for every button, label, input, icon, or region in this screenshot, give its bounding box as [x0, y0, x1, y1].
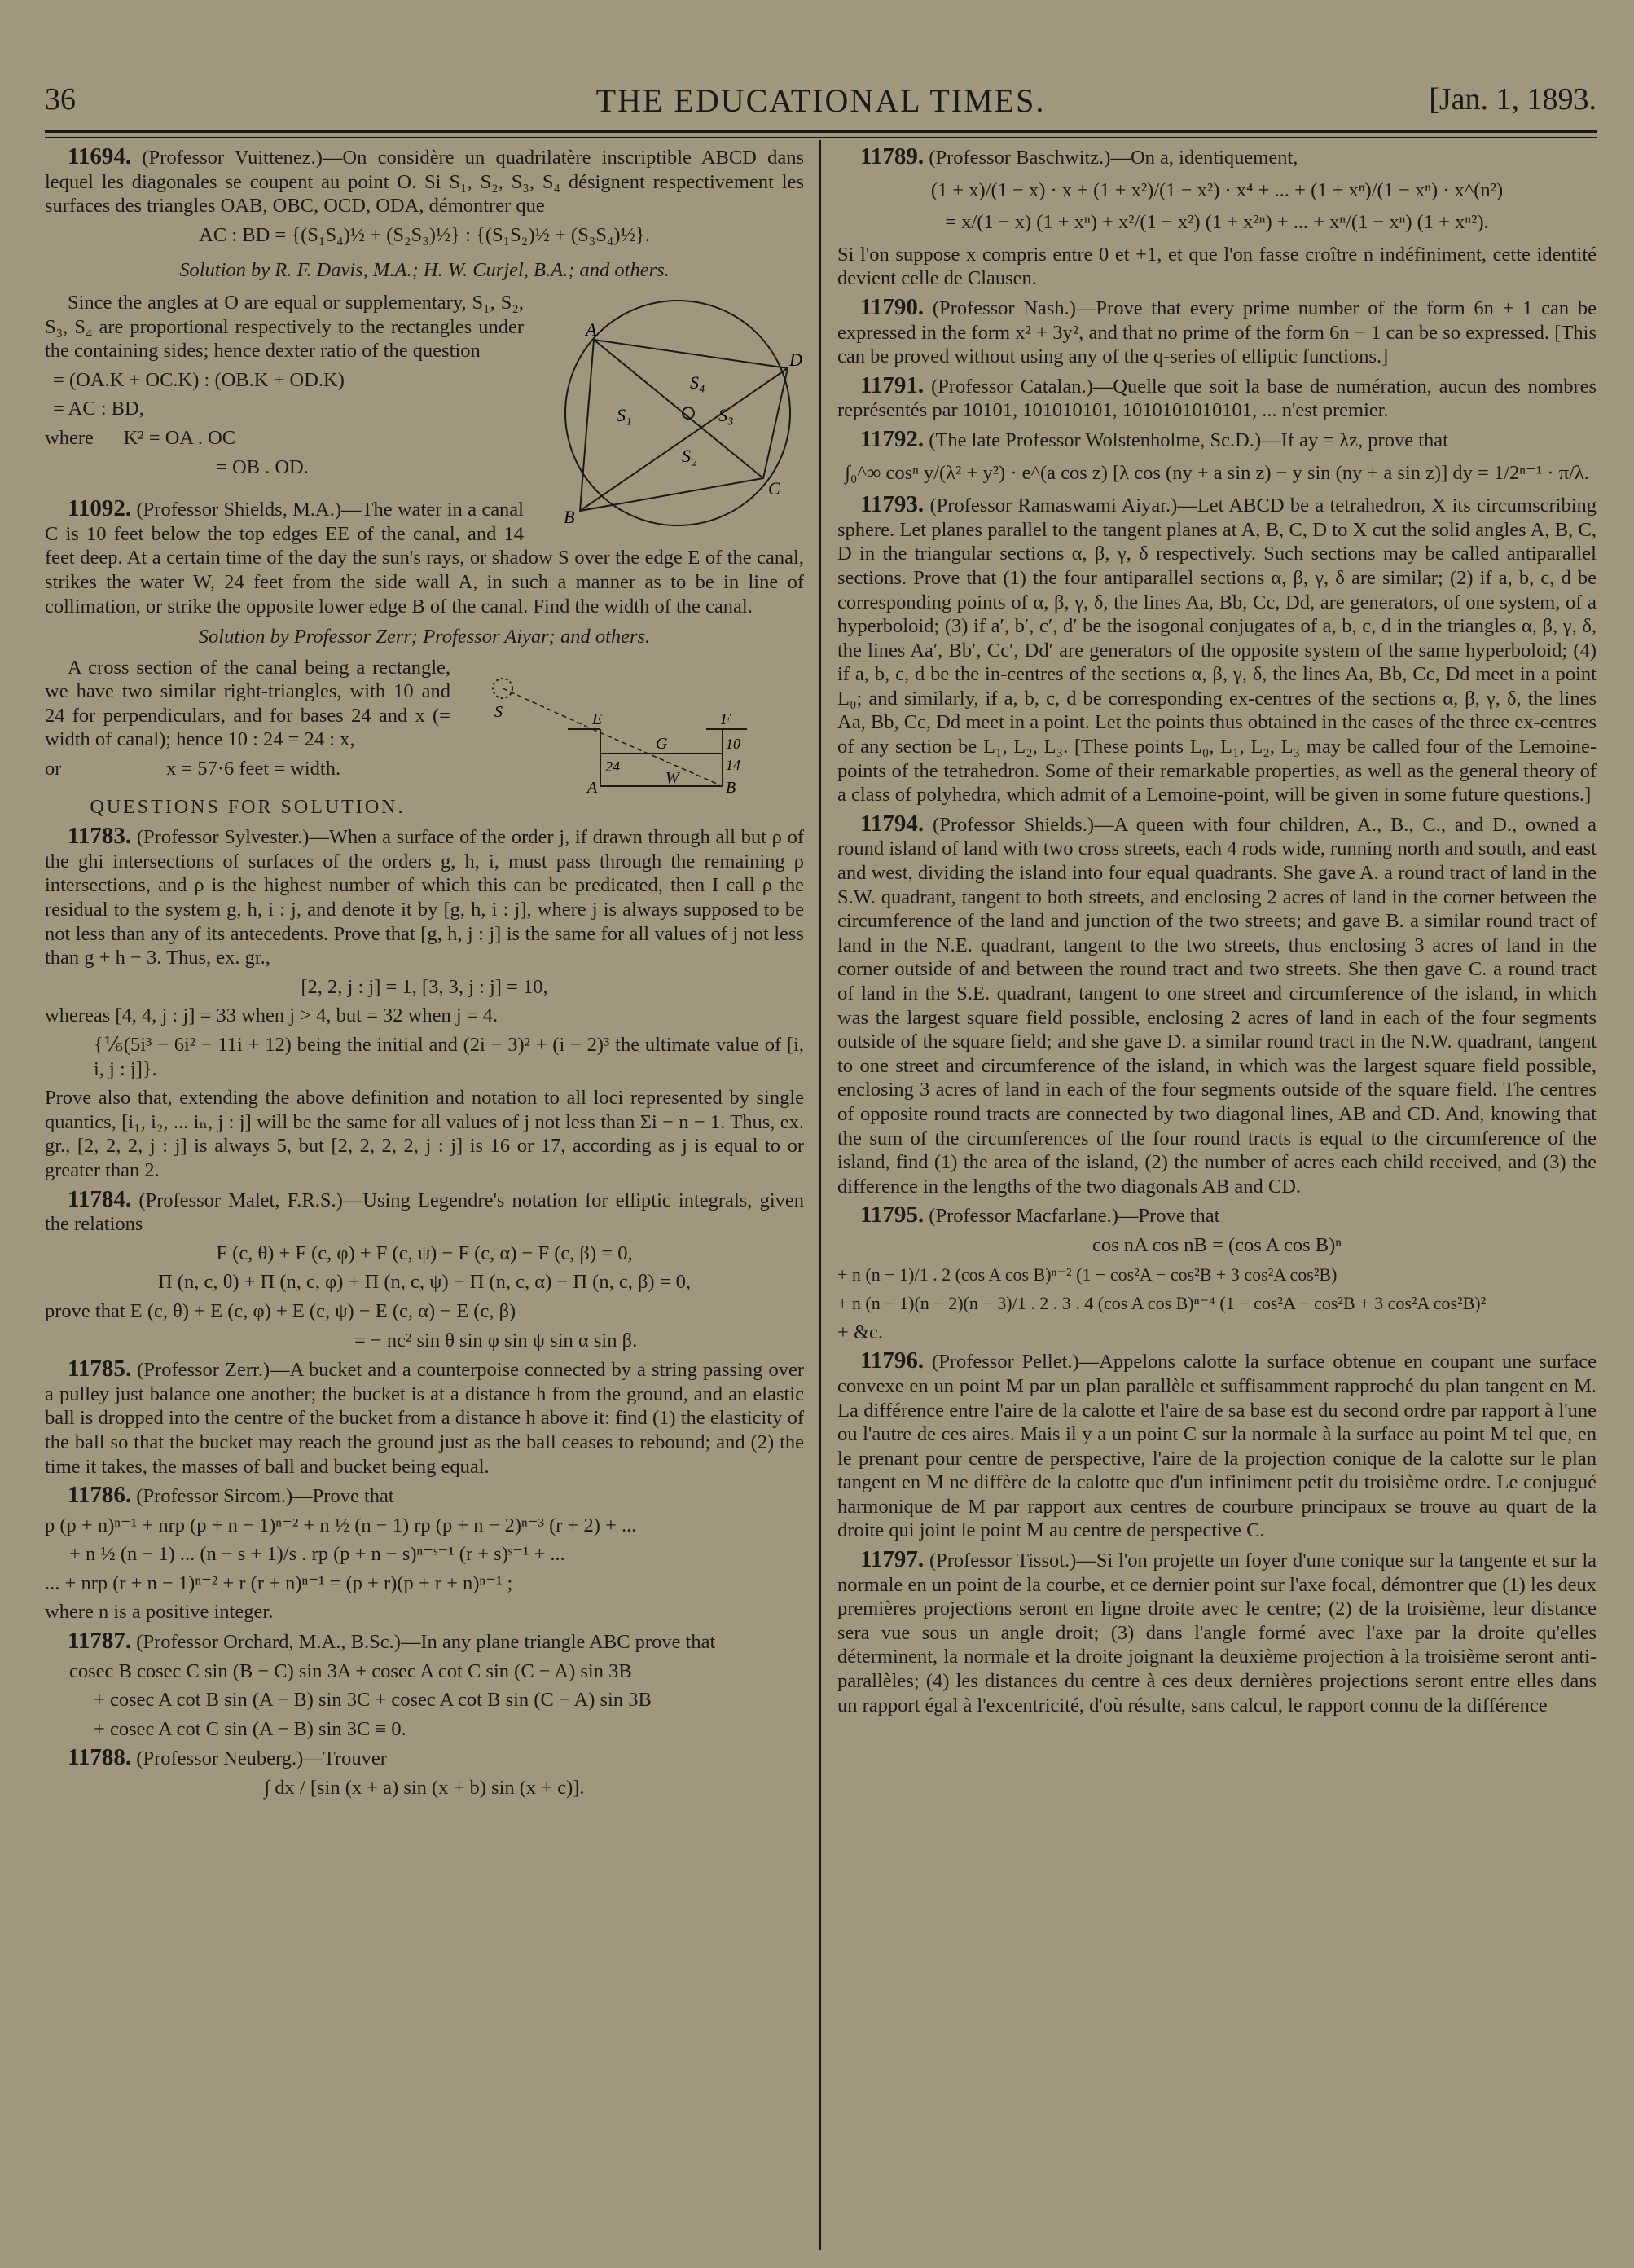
- label-24: 24: [605, 758, 620, 775]
- formula: p (p + n)ⁿ⁻¹ + nrp (p + n − 1)ⁿ⁻² + n ½ (n − 1) rp (p + n − 2)ⁿ⁻³ (r + 2) + ...: [45, 1514, 637, 1536]
- label-b: B: [564, 506, 575, 527]
- formula: cosec B cosec C sin (B − C) sin 3A + cosec A cot C sin (C − A) sin 3B: [69, 1659, 632, 1682]
- question-11783: [45, 824, 804, 970]
- question-text: (Professor Baschwitz.)—On a, identiquement,: [929, 147, 1298, 169]
- header-rule-thin: [45, 137, 1597, 138]
- question-11785: [45, 1357, 804, 1479]
- section-heading: QUESTIONS FOR SOLUTION.: [90, 796, 406, 818]
- question-11794: [837, 812, 1597, 1199]
- formula: + n (n − 1)/1 . 2 (cos A cos B)ⁿ⁻² (1 − cos²A − cos²B + 3 cos²A cos²B): [837, 1264, 1338, 1285]
- question-text: Si l'on suppose x compris entre 0 et +1, et que l'on fasse croître n indéfiniment, cette identité devient celle de Clausen.: [837, 243, 1597, 290]
- question-number: 11792.: [860, 425, 925, 452]
- question-11784: [45, 1185, 804, 1237]
- formula: ∫₀^∞ cosⁿ y/(λ² + y²) · e^(a cos z) [λ cos (ny + a sin z) − y sin (ny + a sin z)] dy = 1/2ⁿ⁻¹ · π/λ.: [845, 461, 1589, 484]
- label-s2: S₂: [682, 445, 697, 466]
- issue-date: [Jan. 1, 1893.: [1429, 82, 1597, 116]
- question-11786: [45, 1483, 804, 1509]
- question-number: 11790.: [860, 293, 925, 320]
- right-column: [837, 145, 1597, 1722]
- formula: = − nc² sin θ sin φ sin ψ sin α sin β.: [354, 1329, 638, 1352]
- question-number: 11783.: [68, 823, 132, 850]
- question-number: 11793.: [860, 491, 925, 518]
- label-s: S: [494, 702, 503, 721]
- formula: ... + nrp (r + n − 1)ⁿ⁻² + r (r + n)ⁿ⁻¹ = (p + r)(p + r + n)ⁿ⁻¹ ;: [45, 1571, 513, 1594]
- solution-text: Since the angles at O are equal or supplementary, S₁, S₂, S₃, S₄ are proportional respectively to the rectangles under the containing sides; hence dexter ratio of the question: [45, 291, 524, 363]
- column-divider: [819, 140, 821, 2250]
- question-text: (Professor Macfarlane.)—Prove that: [929, 1205, 1220, 1228]
- question-text: (Professor Orchard, M.A., B.Sc.)—In any plane triangle ABC prove that: [136, 1631, 716, 1654]
- question-number: 11791.: [860, 371, 925, 398]
- question-11791: [837, 371, 1597, 423]
- formula: + cosec A cot B sin (A − B) sin 3C + cosec A cot B sin (C − A) sin 3B: [94, 1689, 652, 1712]
- question-number: 11784.: [68, 1185, 132, 1212]
- label-d: D: [789, 349, 802, 370]
- solution-byline: Solution by Professor Zerr; Professor Aiyar; and others.: [198, 626, 651, 648]
- canal-cross-section-figure: [462, 656, 804, 802]
- question-11788: [45, 1746, 804, 1771]
- question-number: 11794.: [860, 810, 925, 837]
- question-text: (Professor Neuberg.)—Trouver: [136, 1747, 387, 1770]
- question-text: (Professor Shields.)—A queen with four children, A., B., C., and D., owned a round island of land with two cross streets, each 4 rods wide, running north and south, and east and west, dividing the island into four equal quadrants. She gave A. a round tract of land in the S.W. quadrant, tangent to both streets, and enclosing 2 acres of land in the corner between the circumference of the land and junction of the two streets; and gave B. a similar round tract of land in the N.E. quadrant, tangent to the two streets, thus enclosing 3 acres of land in the corner outside of and between the round tract and two streets. She then gave C. a round tract of land in the S.E. quadrant, tangent to one street and circumference of the island, in which was the largest square field possible, enclosing 2 acres of land in each of the four segments outside of the square field; and she gave D. a similar round tract in the N.W. quadrant, tangent to one street and circumference of the island, in which was the largest square field possible, enclosing 3 acres of land in each of the four segments outside of the square field. The centres of opposite round tracts are connected by two diagonal lines, AB and CD. And, knowing that the sum of the circumferences of the four round tracts is equal to the circumference of the island, find (1) the area of the island, (2) the number of acres each child received, and (3) the difference in the lengths of the two diagonals AB and CD.: [837, 813, 1597, 1198]
- formula: ∫ dx / [sin (x + a) sin (x + b) sin (x + c)].: [264, 1777, 585, 1800]
- question-number: 11694.: [68, 143, 132, 169]
- label-c: C: [768, 477, 780, 499]
- solution-text: A cross section of the canal being a rectangle, we have two similar right-triangles, with 10 and 24 for perpendiculars, and for bases 24 and x (= width of canal); hence 10 : 24 = 24 : x,: [45, 656, 450, 751]
- formula: Π (n, c, θ) + Π (n, c, φ) + Π (n, c, ψ) − Π (n, c, α) − Π (n, c, β) = 0,: [157, 1271, 692, 1294]
- formula: {⅙(5i³ − 6i² − 11i + 12) being the initial and (2i − 3)² + (i − 2)³ the ultimate value of [i, i, j : j]}.: [94, 1034, 804, 1080]
- formula: + n ½ (n − 1) ... (n − s + 1)/s . rp (p + n − s)ⁿ⁻ˢ⁻¹ (r + s)ˢ⁻¹ + ...: [69, 1543, 565, 1566]
- label-e: E: [592, 710, 603, 728]
- formula: whereas [4, 4, j : j] = 33 when j > 4, but = 32 when j = 4.: [45, 1004, 499, 1027]
- question-11792: [837, 425, 1597, 453]
- question-11796: [837, 1349, 1597, 1543]
- question-text: (Professor Ramaswami Aiyar.)—Let ABCD be a tetrahedron, X its circumscribing sphere. Let planes parallel to the tangent planes at A, B, C, D to X cut the solid angles A, B, C, D in the triangular sections α, β, γ, δ respectively. Such sections may be called antiparallel sections. Prove that (1) the four antiparallel sections α, β, γ, δ are similar; (2) if a, b, c, d be corresponding points of α, β, γ, δ, the lines Aa, Bb, Cc, Dd, are generators, of one system, of a hyperboloid; (3) if a′, b′, c′, d′ be the isogonal conjugates of a, b, c, d in the triangles α, β, γ, δ, the lines Aa′, Bb′, Cc′, Dd′ are generators of the opposite system of the same hyperboloid; (4) if a, b, c, d be the in-centres of the sections α, β, γ, δ, the lines Aa, Bb, Cc, Dd meet in a point L₀; and similarly, if a, b, c, d be corresponding ex-centres of the sections α, β, γ, δ, the lines Aa, Bb, Cc, Dd meet in a point. Let the points thus obtained in the cases of the three ex-centres of any section be L₁, L₂, L₃. [These points L₀, L₁, L₂, L₃ may be called four of the Lemoine-points of the tetrahedron. Some of their remarkable properties, as well as the general theory of a class of polyhedra, which admit of a Lemoine-point, will be given in some future questions.]: [837, 494, 1597, 807]
- formula: where n is a positive integer.: [45, 1601, 274, 1624]
- question-11694: [45, 145, 804, 218]
- question-text: (Professor Sircom.)—Prove that: [136, 1485, 394, 1508]
- question-number: 11092.: [68, 495, 132, 522]
- question-text: (The late Professor Wolstenholme, Sc.D.)—If ay = λz, prove that: [929, 429, 1448, 451]
- question-text: (Professor Tissot.)—Si l'on projette un foyer d'une conique sur la tangente et sur la normale en un point de la courbe, et ce dernier point sur l'axe focal, démontrer que (1) les deux premières projections seront en ligne droite avec le centre; (2) de la troisième, leur distance sera vue sous un angle droit; (3) dans l'angle formé avec l'axe par la droite qu'elles déterminent, la normale et la droite joignant la deuxième projection à la troisième seront anti-parallèles; (4) les distances du centre à ces deux dernières projections seront entre elles dans un rapport égal à l'excentricité, d'où résulte, sans calcul, le rapport connu de la différence: [837, 1549, 1597, 1716]
- question-text: (Professor Sylvester.)—When a surface of the order j, if drawn through all but ρ of the ghi intersections of surfaces of the orders g, h, i, must pass through the remaining ρ intersections, and ρ is the highest number of which this can be predicated, then I call ρ the residual to the system g, h, i : j, and denote it by [g, h, i : j], where j is always supposed to be not less than any of its antecedents. Prove that [g, h, j : j] is the same for all values of j not less than g + h − 3. Thus, ex. gr.,: [45, 826, 805, 969]
- question-number: 11796.: [860, 1347, 925, 1374]
- formula: = x/(1 − x) (1 + xⁿ) + x²/(1 − x²) (1 + x²ⁿ) + ... + xⁿ/(1 − xⁿ) (1 + xⁿ²).: [945, 211, 1489, 234]
- question-text: Prove also that, extending the above definition and notation to all loci represented by single quantics, [i₁, i₂, ... iₙ, j : j] will be the same for all values of j not less than Σi − n − 1. Thus, ex. gr., [2, 2, 2, j : j] is always 5, but [2, 2, 2, 2, j : j] is 16 or 17, according as j is equal to or greater than 2.: [45, 1087, 804, 1181]
- question-11793: [837, 493, 1597, 807]
- solution-byline: Solution by R. F. Davis, M.A.; H. W. Curjel, B.A.; and others.: [179, 259, 670, 282]
- label-s4: S₄: [690, 371, 705, 393]
- label-10: 10: [726, 735, 740, 752]
- question-11789: [837, 145, 1597, 170]
- page-header: [45, 81, 1597, 122]
- formula-line: where K² = OA . OC: [45, 426, 236, 449]
- formula: cos nA cos nB = (cos A cos B)ⁿ: [1092, 1233, 1342, 1256]
- label-w: W: [665, 768, 679, 787]
- label-f: F: [721, 710, 731, 728]
- formula: + n (n − 1)(n − 2)(n − 3)/1 . 2 . 3 . 4 (cos A cos B)ⁿ⁻⁴ (1 − cos²A − cos²B + 3 cos²A cos²B)²: [837, 1293, 1487, 1314]
- formula: prove that E (c, θ) + E (c, φ) + E (c, ψ) − E (c, α) − E (c, β): [45, 1299, 516, 1322]
- question-number: 11785.: [68, 1356, 132, 1382]
- label-s1: S₁: [617, 404, 632, 425]
- question-text: (Professor Nash.)—Prove that every prime number of the form 6n + 1 can be expressed in the form x² + 3y², and that no prime of the form 6n − 1 can be so expressed. [This can be proved without using any of the q-series of elliptic functions.]: [837, 297, 1597, 368]
- question-11797: [837, 1548, 1597, 1717]
- formula: + cosec A cot C sin (A − B) sin 3C ≡ 0.: [94, 1717, 406, 1740]
- journal-title: THE EDUCATIONAL TIMES.: [595, 82, 1046, 119]
- question-number: 11795.: [860, 1202, 925, 1228]
- formula-line: = OB . OD.: [216, 455, 309, 478]
- question-number: 11788.: [68, 1744, 132, 1771]
- circle-quadrilateral-figure: [535, 291, 804, 535]
- question-number: 11789.: [860, 143, 925, 169]
- header-rule: [45, 130, 1597, 133]
- formula: (1 + x)/(1 − x) · x + (1 + x²)/(1 − x²) · x⁴ + ... + (1 + xⁿ)/(1 − xⁿ) · x^(n²): [930, 178, 1504, 201]
- formula: AC : BD = {(S₁S₄)½ + (S₂S₃)½} : {(S₁S₂)½ + (S₃S₄)½}.: [199, 223, 650, 246]
- label-a: A: [586, 319, 597, 340]
- label-a: A: [587, 778, 598, 797]
- formula: F (c, θ) + F (c, φ) + F (c, ψ) − F (c, α) − F (c, β) = 0,: [216, 1242, 633, 1264]
- question-text: (Professor Pellet.)—Appelons calotte la surface obtenue en coupant une surface convexe en un point M par un plan parallèle et suffisamment rapproché du plan tangent en M. La différence entre l'aire de la calotte et l'aire de sa base est du second ordre par rapport à l'une ou l'autre de ces aires. Mais il y a un point C sur la normale à la surface au point M tel que, en le prenant pour centre de perspective, l'aire de la projection conique de la calotte sur le plan tangent en M ne diffère de la calotte que d'un infiniment petit du troisième ordre. Le conjugué harmonique de M par rapport aux centres de courbure principaux se trouve au quart de la droite qui joint le point M au centre de perspective C.: [837, 1351, 1597, 1542]
- question-number: 11787.: [68, 1628, 132, 1655]
- question-text: (Professor Malet, F.R.S.)—Using Legendre's notation for elliptic integrals, given the relations: [45, 1189, 804, 1236]
- question-11790: [837, 293, 1597, 369]
- question-11787: [45, 1629, 804, 1655]
- question-text: (Professor Vuittenez.)—On considère un quadrilatère inscriptible ABCD dans lequel les diagonales se coupent au point O. Si S₁, S₂, S₃, S₄ désignent respectivement les surfaces des triangles OAB, OBC, OCD, ODA, démontrer que: [45, 147, 804, 218]
- formula: [2, 2, j : j] = 1, [3, 3, j : j] = 10,: [301, 975, 548, 998]
- question-text: (Professor Catalan.)—Quelle que soit la base de numération, aucun des nombres représentés par 10101, 101010101, 1010101010101, ... n'est premier.: [837, 375, 1597, 422]
- formula: + &c.: [837, 1321, 883, 1343]
- label-g: G: [656, 734, 668, 753]
- page-number: 36: [45, 82, 76, 116]
- label-s3: S₃: [718, 404, 734, 425]
- question-text: (Professor Shields, M.A.)—The water in a canal C is 10 feet below the top edges EE of the canal, and 14 feet deep. At a certain time of the day the sun's rays, or shadow S over the edge E of the canal, strikes the water W, 24 feet from the side wall A, in such a manner as to be in line of collimation, or strike the opposite lower edge B of the canal. Find the width of the canal.: [45, 499, 804, 618]
- label-14: 14: [726, 756, 740, 773]
- label-b: B: [726, 778, 736, 797]
- question-11795: [837, 1203, 1597, 1228]
- formula-line: = (OA.K + OC.K) : (OB.K + OD.K): [53, 368, 345, 391]
- question-number: 11786.: [68, 1482, 132, 1509]
- question-number: 11797.: [860, 1546, 925, 1573]
- question-text: (Professor Zerr.)—A bucket and a counterpoise connected by a string passing over a pulley just balance one another; the bucket is at a distance h from the ground, and an elastic ball is dropped into the centre of the bucket from a distance h above it: find (1) the elasticity of the ball so that the bucket may reach the ground just as the ball ceases to rebound; and (2) the time it takes, the masses of ball and bucket being equal.: [45, 1359, 805, 1478]
- formula-line: = AC : BD,: [53, 398, 144, 420]
- left-column: [45, 145, 804, 1805]
- formula-line: or x = 57·6 feet = width.: [45, 758, 341, 780]
